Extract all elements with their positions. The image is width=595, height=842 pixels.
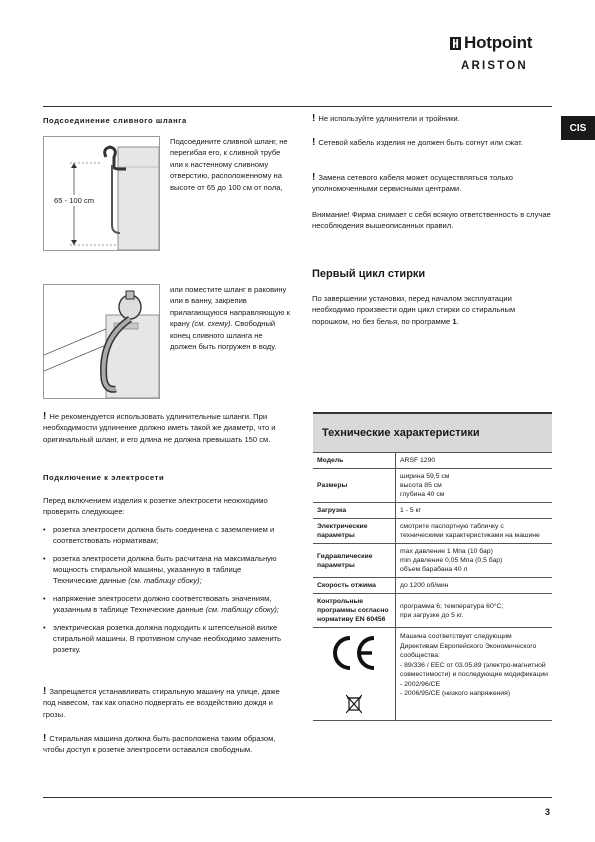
check-voltage-text: напряжение электросети должно соответствовать значениям, указанным в таблице Технические данные [53,593,272,615]
check-voltage-ref: (см. таблицу сбоку); [205,605,280,615]
check-socket: • электрическая розетка должна подходить к штепсельной вилке стиральной машины. В противном случае необходимо заменить розетку. [43,622,283,656]
weee-bin-icon [346,694,362,714]
spec-key: Модель [313,453,396,469]
bottom-rule [43,797,552,798]
spec-key: Электрические параметры [313,519,396,544]
brand-logo [450,33,532,53]
warning-cable-replace: ! Замена сетевого кабеля может осуществляться только уполномоченными сервисными центрами. [312,172,552,195]
spec-row [313,519,552,544]
check-power [43,553,283,587]
spec-row [313,469,552,503]
check-grounding: • розетка электросети должна быть соединена с заземлением и соответствовать нормативам; [43,524,283,547]
ce-cell [313,628,396,720]
lang-tab: CIS [561,116,595,140]
drain-text-2 [170,284,290,352]
spec-key: Размеры [313,469,396,503]
spec-value: смотрите паспортную табличку с техническими характеристиками на машине [396,519,553,544]
ce-row [313,627,552,721]
drain-figure-wall [43,136,160,251]
check-power-ref: (см. таблицу сбоку); [128,576,202,586]
spec-row [313,594,552,628]
warning-no-extensions: ! Не используйте удлинители и тройники. [312,113,552,124]
spec-value: ширина 59,5 см высота 85 см глубина 40 см [396,469,553,503]
warning-socket-access: ! Стиральная машина должна быть расположена таким образом, чтобы доступ к розетке электросети оставался свободным. [43,733,283,756]
elec-intro: Перед включением изделия к розетке электросети неоюходимо проверить следующее: [43,496,268,517]
spec-value: до 1200 об/мин [396,578,553,594]
height-dimension-label: 65 - 100 cm [54,196,95,205]
spec-row [313,503,552,519]
drain-text-2-italic: (см. схему). [191,319,233,329]
warning-outdoor: ! Запрещается устанавливать стиральную машину на улице, даже под навесом, так как опасно подвергать ее воздействию дождя и грозы. [43,686,283,720]
specs-title: Технические характеристики [313,412,552,452]
brand-top: Hotpoint [464,33,533,52]
spec-key: Гидравлические параметры [313,544,396,578]
ce-text: Машина соответствует следующим Директивам Европейского Экономического сообщества: - 89/336 / EEC от 03.05.89 (электро-магнитной совместимости) и последующие модификации - 2002/96/CE - 2006/95/CE (низкого напряжения) [400,633,548,697]
first-wash-text-a: По завершении установки, перед началом эксплуатации необходимо произвести один цикл стирки со стиральным порошком, но без белья, по программе [312,294,516,326]
drain-text-2a: или поместите шланг в раковину или в ванну, закрепив прилагающуюся направляющую к крану [170,285,290,329]
check-voltage [43,593,283,616]
warning-cable-bent: ! Сетевой кабель изделия не должен быть согнут или сжат. [312,137,552,148]
spec-value: ARSF 1290 [396,453,553,469]
spec-key: Загрузка [313,503,396,519]
spec-row [313,453,552,469]
spec-key: Контрольные программы согласно нормативу EN 60456 [313,594,396,628]
spec-value: программа 6; температура 60°C; при загрузке до 5 кг. [396,594,553,628]
drain-text-1: Подсоедините сливной шланг, не перегибая его, к сливной трубе или к настенному сливному отверстию, расположенному на высоте от 65 до 100 см от пола, [170,137,288,192]
sink-drain-illustration [44,285,159,398]
drain-figure-sink [43,284,160,399]
first-wash-text [312,293,552,327]
first-wash-title: Первый цикл стирки [312,268,426,280]
drain-title: Подсоединение сливного шланга [43,116,187,125]
first-wash-text-c: . [456,316,459,326]
drain-text-2b: Свободный конец сливного шланга не должен быть погружен в воду. [170,319,277,352]
spec-row [313,544,552,578]
spec-row [313,578,552,594]
elec-checklist [43,524,283,656]
brand-bottom: ARISTON [461,60,528,72]
spec-value: 1 - 5 кг [396,503,553,519]
warning-extension-hose: ! Не рекомендуется использовать удлинительные шланги. При необходимости удлинение должно иметь такой же диаметр, что и оригинальный шланг, и его длина не должна превышать 150 см. [43,411,281,445]
spec-key: Скорость отжима [313,578,396,594]
top-rule [43,106,552,107]
page-number: 3 [544,807,550,817]
elec-section [43,495,283,662]
logo-icon [450,37,461,50]
check-power-text: розетка электросети должна быть расчитана на максимальную мощность стиральной машины, указанную в таблице Технические данные [53,553,277,586]
first-wash-program: 1 [452,316,457,326]
spec-value: max давление 1 Мпа (10 бар) min давление 0,05 Мпа (0,5 бар) объем барабана 40 л [396,544,553,578]
specs-panel [313,412,552,721]
ce-mark-icon [330,634,378,672]
specs-table [313,452,552,627]
wall-drain-illustration [44,137,159,250]
elec-title: Подключение к электросети [43,473,165,482]
attention-note: Внимание! Фирма снимает с себя всякую ответственность в случае несоблюдения вышеописанных правил. [312,210,551,231]
